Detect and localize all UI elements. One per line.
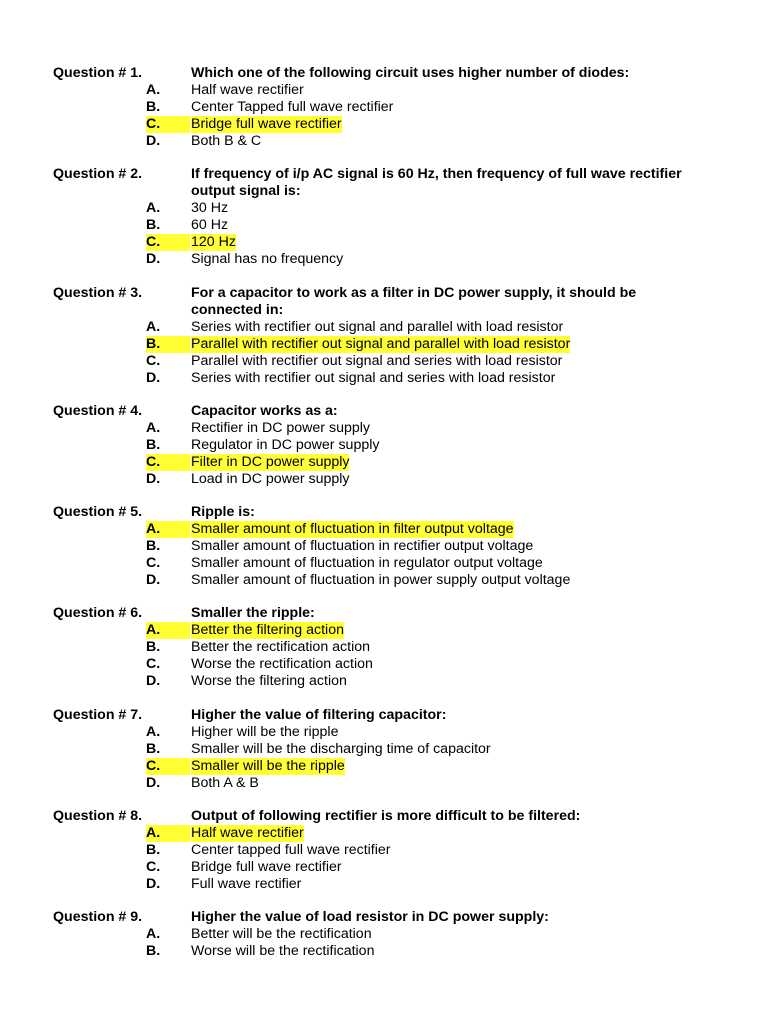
question-block: [0, 504, 768, 589]
answer-option: [0, 319, 768, 336]
option-letter: D.: [146, 369, 161, 386]
option-text: Bridge full wave rectifier: [191, 116, 342, 132]
option-list: [0, 521, 768, 589]
option-letter: B.: [146, 740, 161, 757]
option-letter: D.: [146, 470, 161, 487]
answer-option: [0, 471, 768, 488]
answer-option: [0, 234, 768, 251]
answer-option: [0, 639, 768, 656]
option-list: [0, 319, 768, 387]
answer-option: [0, 133, 768, 150]
option-letter: A.: [146, 318, 161, 335]
option-text: Series with rectifier out signal and series with load resistor: [191, 369, 556, 386]
answer-option: [0, 758, 768, 775]
option-letter: A.: [146, 521, 190, 538]
option-list: [0, 825, 768, 893]
question-text: Output of following rectifier is more difficult to be filtered:: [191, 808, 581, 825]
answer-option: [0, 859, 768, 876]
option-text: 30 Hz: [191, 200, 229, 217]
question-text: Ripple is:: [191, 504, 255, 521]
option-letter: C.: [146, 758, 190, 775]
option-text: Smaller amount of fluctuation in rectifier output voltage: [191, 538, 534, 555]
option-text: Smaller will be the ripple: [191, 757, 345, 774]
option-text: Better the rectification action: [191, 639, 371, 656]
answer-option: [0, 82, 768, 99]
answer-option: [0, 200, 768, 217]
question-block: [0, 65, 768, 150]
question-number: Question # 6.: [53, 605, 143, 622]
question-number: Question # 4.: [53, 402, 143, 419]
answer-option: [0, 521, 768, 538]
answer-option: [0, 775, 768, 792]
option-text: Load in DC power supply: [191, 470, 350, 487]
option-letter: A.: [146, 926, 161, 943]
answer-option: [0, 555, 768, 572]
option-text: Both A & B: [191, 774, 259, 791]
option-letter: A.: [146, 200, 161, 217]
answer-option: [0, 116, 768, 133]
option-letter: B.: [146, 538, 161, 555]
question-number: Question # 1.: [53, 65, 143, 81]
question-header: [0, 166, 768, 200]
option-text: Both B & C: [191, 133, 262, 149]
question-header: [0, 707, 768, 724]
question-header: [0, 65, 768, 82]
question-block: [0, 909, 768, 960]
answer-option: [0, 251, 768, 268]
answer-option: [0, 353, 768, 370]
option-text: Worse the filtering action: [191, 673, 347, 690]
question-number: Question # 9.: [53, 909, 143, 926]
option-text: Series with rectifier out signal and parallel with load resistor: [191, 318, 564, 335]
option-text: Half wave rectifier: [191, 825, 304, 842]
option-list: [0, 622, 768, 690]
question-text: If frequency of i/p AC signal is 60 Hz, then frequency of full wave rectifier output signal is:: [191, 166, 682, 200]
option-text: Worse will be the rectification: [191, 943, 375, 960]
question-text: Which one of the following circuit uses higher number of diodes:: [191, 65, 630, 81]
option-letter: A.: [146, 825, 190, 842]
answer-option: [0, 454, 768, 471]
option-text: Higher will be the ripple: [191, 723, 339, 740]
option-list: [0, 200, 768, 268]
option-text: Rectifier in DC power supply: [191, 419, 370, 436]
option-letter: A.: [146, 622, 190, 639]
question-block: [0, 166, 768, 268]
option-letter: C.: [146, 116, 190, 133]
option-letter: B.: [146, 639, 161, 656]
answer-option: [0, 99, 768, 116]
question-number: Question # 5.: [53, 504, 143, 521]
answer-option: [0, 943, 768, 960]
option-text: Half wave rectifier: [191, 82, 304, 98]
option-text: Filter in DC power supply: [191, 453, 350, 470]
option-letter: C.: [146, 234, 190, 251]
option-letter: B.: [146, 336, 190, 353]
option-text: Worse the rectification action: [191, 656, 373, 673]
answer-option: [0, 876, 768, 893]
option-letter: B.: [146, 842, 161, 859]
answer-option: [0, 572, 768, 589]
option-list: [0, 82, 768, 150]
option-text: 120 Hz: [191, 234, 236, 251]
answer-option: [0, 336, 768, 353]
answer-option: [0, 370, 768, 387]
option-text: Full wave rectifier: [191, 876, 302, 893]
answer-option: [0, 842, 768, 859]
question-block: [0, 808, 768, 893]
option-text: Smaller amount of fluctuation in power supply output voltage: [191, 572, 571, 589]
option-letter: C.: [146, 454, 190, 471]
question-block: [0, 605, 768, 690]
option-text: Center Tapped full wave rectifier: [191, 99, 394, 115]
option-letter: C.: [146, 656, 161, 673]
question-block: [0, 285, 768, 387]
answer-option: [0, 741, 768, 758]
option-letter: D.: [146, 251, 161, 268]
option-letter: B.: [146, 99, 161, 115]
option-text: Signal has no frequency: [191, 251, 344, 268]
question-header: [0, 285, 768, 319]
question-text: Capacitor works as a:: [191, 402, 338, 419]
option-letter: B.: [146, 943, 161, 960]
question-block: [0, 403, 768, 488]
answer-option: [0, 926, 768, 943]
question-header: [0, 808, 768, 825]
answer-option: [0, 622, 768, 639]
question-block: [0, 707, 768, 792]
option-text: Better will be the rectification: [191, 926, 372, 943]
question-text: For a capacitor to work as a filter in DC power supply, it should be connected in:: [191, 284, 637, 318]
option-letter: C.: [146, 352, 161, 369]
option-text: Better the filtering action: [191, 622, 344, 639]
option-text: Parallel with rectifier out signal and parallel with load resistor: [191, 335, 571, 352]
option-letter: A.: [146, 723, 161, 740]
option-list: [0, 420, 768, 488]
answer-option: [0, 437, 768, 454]
question-number: Question # 2.: [53, 166, 143, 183]
option-text: Smaller amount of fluctuation in regulator output voltage: [191, 555, 543, 572]
question-number: Question # 8.: [53, 808, 143, 825]
option-letter: A.: [146, 82, 161, 98]
answer-option: [0, 724, 768, 741]
option-list: [0, 926, 768, 960]
option-letter: D.: [146, 133, 161, 149]
option-letter: D.: [146, 673, 161, 690]
question-header: [0, 403, 768, 420]
question-number: Question # 7.: [53, 706, 143, 723]
option-text: Smaller amount of fluctuation in filter output voltage: [191, 521, 514, 538]
question-text: Higher the value of filtering capacitor:: [191, 706, 447, 723]
question-text: Higher the value of load resistor in DC power supply:: [191, 909, 549, 926]
question-header: [0, 909, 768, 926]
option-letter: B.: [146, 217, 161, 234]
option-text: Regulator in DC power supply: [191, 436, 380, 453]
option-text: Center tapped full wave rectifier: [191, 842, 391, 859]
answer-option: [0, 420, 768, 437]
option-list: [0, 724, 768, 792]
answer-option: [0, 673, 768, 690]
answer-option: [0, 538, 768, 555]
option-letter: D.: [146, 876, 161, 893]
option-text: Smaller will be the discharging time of capacitor: [191, 740, 491, 757]
option-letter: B.: [146, 436, 161, 453]
option-letter: D.: [146, 572, 161, 589]
answer-option: [0, 656, 768, 673]
option-letter: C.: [146, 859, 161, 876]
option-text: Bridge full wave rectifier: [191, 859, 342, 876]
answer-option: [0, 217, 768, 234]
option-text: 60 Hz: [191, 217, 229, 234]
question-header: [0, 504, 768, 521]
question-text: Smaller the ripple:: [191, 605, 315, 622]
question-number: Question # 3.: [53, 284, 143, 301]
option-letter: D.: [146, 774, 161, 791]
option-letter: C.: [146, 555, 161, 572]
question-header: [0, 605, 768, 622]
option-text: Parallel with rectifier out signal and series with load resistor: [191, 352, 563, 369]
option-letter: A.: [146, 419, 161, 436]
answer-option: [0, 825, 768, 842]
